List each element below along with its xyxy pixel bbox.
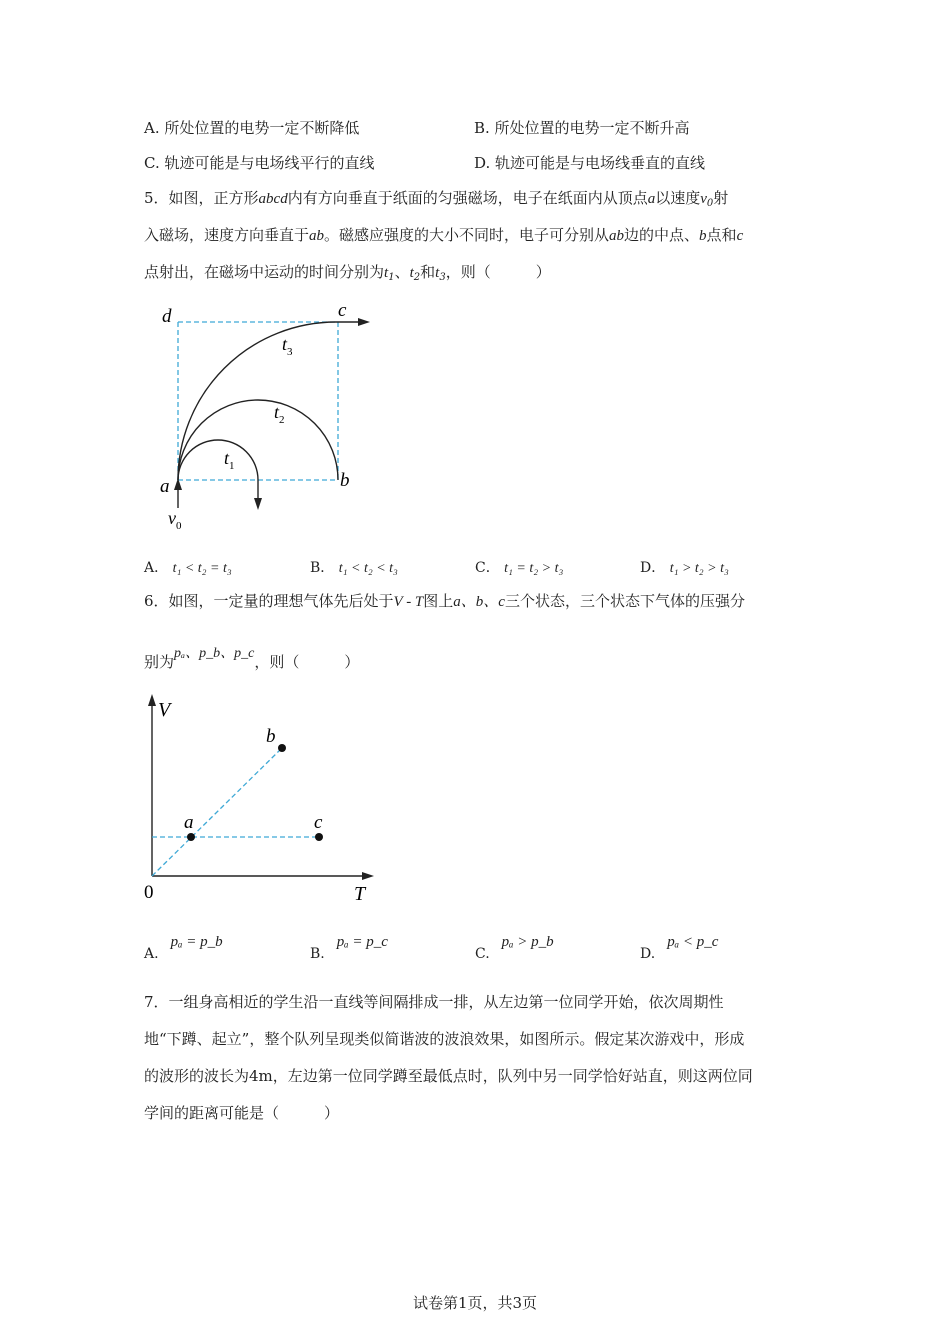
label-d: d (162, 306, 172, 327)
axis-t-label: T (354, 883, 366, 905)
q6-stem-line2: 别为pₐ、p_b、p_c，则（ ） (144, 646, 360, 671)
exit-arrowhead-c (358, 318, 370, 326)
q7-stem-line2: 地“下蹲、起立”，整个队列呈现类似简谐波的波浪效果，如图所示。假定某次游戏中，形成 (144, 1030, 745, 1048)
q5-stem-line2: 入磁场，速度方向垂直于ab。磁感应强度的大小不同时，电子可分别从ab边的中点、b点和c (144, 226, 744, 244)
q4-option-d: D. 轨迹可能是与电场线垂直的直线 (474, 154, 706, 172)
q7-stem-line3: 的波形的波长为4m，左边第一位同学蹲至最低点时，队列中另一同学恰好站直，则这两位同 (144, 1067, 753, 1085)
q4-option-b: B. 所处位置的电势一定不断升高 (474, 119, 690, 137)
q6-vt-graph (140, 692, 380, 906)
trajectory-t1 (178, 440, 258, 480)
label-v0: $v_0$ (168, 508, 182, 532)
q6-option-a: A.pₐ = p_b (144, 934, 223, 962)
label-t2: $t_2$ (274, 402, 285, 426)
axis-v-label: V (158, 699, 171, 721)
q4-option-a: A. 所处位置的电势一定不断降低 (144, 119, 360, 137)
label-a: a (160, 476, 170, 497)
label-c: c (314, 812, 323, 833)
q4-option-c: C. 轨迹可能是与电场线平行的直线 (144, 154, 375, 172)
origin-label: 0 (144, 882, 154, 903)
label-t1: $t_1$ (224, 448, 235, 472)
point-c (315, 833, 323, 841)
q5-option-d: D． t₁ > t₂ > t₃ (640, 560, 729, 576)
square-abcd (178, 322, 338, 480)
t-axis-arrow (362, 872, 374, 880)
exit-arrowhead-mid (254, 498, 262, 510)
q6-option-c: C.pₐ > p_b (475, 934, 554, 962)
label-a: a (184, 812, 194, 833)
label-b: b (340, 470, 350, 491)
label-b: b (266, 726, 276, 747)
q5-option-c: C． t₁ = t₂ > t₃ (475, 560, 564, 576)
label-c: c (338, 300, 347, 321)
q7-stem-line4: 学间的距离可能是（ ） (144, 1104, 340, 1122)
q5-magnetic-field-figure (150, 298, 390, 538)
q5-stem-line1: 5．如图，正方形abcd内有方向垂直于纸面的匀强磁场，电子在纸面内从顶点a以速度$v_0$射 (144, 189, 729, 209)
page-footer: 试卷第1页，共3页 (412, 1294, 538, 1312)
q6-option-b: B.pₐ = p_c (310, 934, 388, 962)
q6-option-d: D.pₐ < p_c (640, 934, 719, 962)
trajectory-t2 (178, 400, 338, 480)
point-b (278, 744, 286, 752)
q6-stem-line1: 6．如图，一定量的理想气体先后处于V - T图上a、b、c三个状态，三个状态下气体的压强分 (144, 592, 745, 610)
q5-option-a: A． t₁ < t₂ = t₃ (144, 560, 232, 576)
v-axis-arrow (148, 694, 156, 706)
q5-stem-line3: 点射出，在磁场中运动的时间分别为$t_1$、$t_2$和$t_3$，则（ ） (144, 263, 551, 283)
trajectory-t3 (178, 322, 336, 480)
q7-stem-line1: 7．一组身高相近的学生沿一直线等间隔排成一排，从左边第一位同学开始，依次周期性 (144, 993, 724, 1011)
label-t3: $t_3$ (282, 334, 293, 358)
line-origin-to-b (152, 748, 282, 876)
point-a (187, 833, 195, 841)
q5-option-b: B． t₁ < t₂ < t₃ (310, 560, 398, 576)
